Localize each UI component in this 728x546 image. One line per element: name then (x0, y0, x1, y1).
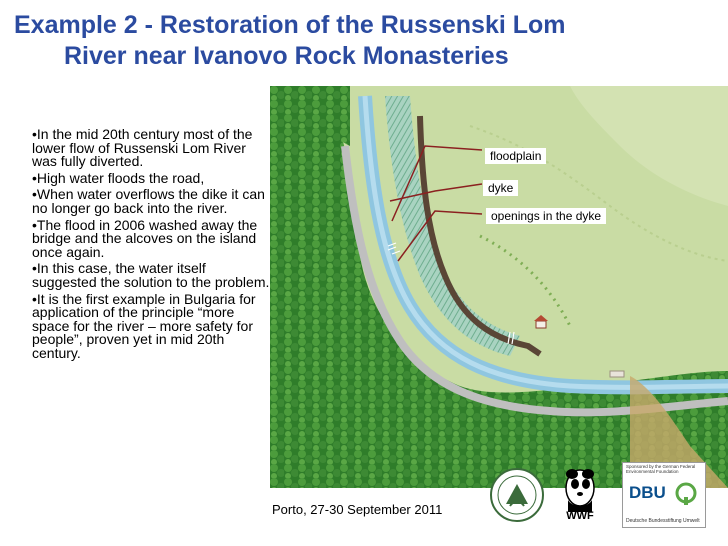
label-openings-in-the-dyke: openings in the dyke (486, 208, 606, 224)
bullet-item: •The flood in 2006 washed away the bridge and the alcoves on the island once again. (32, 216, 258, 260)
title-line-1: Example 2 - Restoration of the Russenski Lom (14, 11, 566, 39)
bullet-item: •High water floods the road, (32, 169, 205, 186)
organization-emblem-logo (486, 466, 548, 524)
wwf-logo-text: WWF (566, 510, 594, 522)
label-dyke: dyke (483, 180, 518, 196)
bullet-item: •In this case, the water itself suggested the solution to the problem. (32, 260, 270, 290)
dbu-logo (622, 462, 706, 528)
label-floodplain: floodplain (485, 148, 546, 164)
river-illustration (270, 86, 728, 488)
bullet-item: •It is the first example in Bulgaria for application of the principle “more space for the river – more safety for people”, proven yet in mid 20th century. (32, 290, 256, 361)
title-line-2: River near Ivanovo Rock Monasteries (64, 42, 509, 70)
wwf-panda-logo (560, 466, 600, 524)
bullet-list (32, 128, 272, 364)
footer-date-location: Porto, 27-30 September 2011 (272, 502, 443, 517)
dbu-logo-text: DBU (629, 483, 666, 502)
dbu-leaf-icon (673, 481, 699, 507)
dbu-foundation-name: Deutsche Bundesstiftung Umwelt (626, 518, 700, 524)
slide-title (14, 10, 714, 72)
river-map-drawing (270, 86, 728, 488)
dbu-sponsor-text: Sponsored by the German Federal Environmental Foundation (626, 464, 696, 474)
bullet-item: •In the mid 20th century most of the lower flow of Russenski Lom River was fully diverted. (32, 126, 253, 170)
bullet-item: •When water overflows the dike it can no longer go back into the river. (32, 186, 265, 216)
